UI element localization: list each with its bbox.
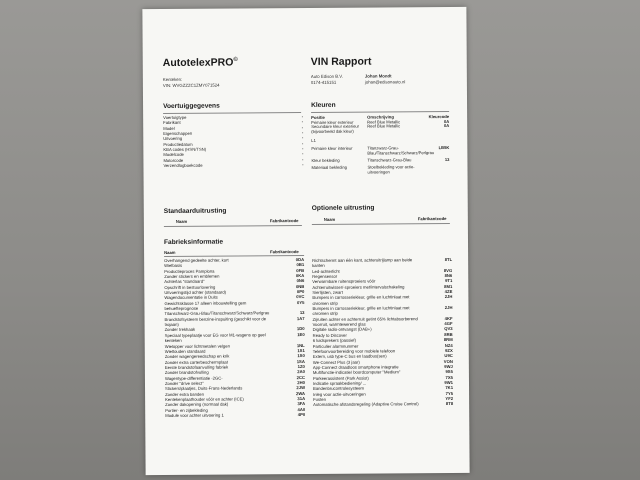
table-row: Portier- en zijbekleding 4A0 — [165, 406, 306, 413]
table-row: App-Connect draadloos smartphone integratie 9WJ — [312, 363, 453, 370]
table-row: Richtschermt aan één kant, achteruitrijlamp aan beide kanten 8TL — [312, 256, 453, 269]
table-row: Stickers/plaatjes, Duits-Frans-Nederlands 2JW — [165, 385, 306, 392]
autotelexpro-logo: AutotelexPRO© — [162, 56, 238, 69]
table-row: Wielbasis 0B1 — [164, 262, 305, 269]
table-row: Sierlijsten, zwart 4ZE — [312, 289, 453, 296]
contact-name: Johan Mondt — [364, 73, 392, 79]
table-row: Module voor achter uitvoering 1 4P0 — [165, 411, 306, 418]
list-item: Fabrikant - — [163, 119, 304, 126]
column-header-naam: Naam — [164, 249, 176, 255]
table-row: Bumpers in carrosseriekleur, grille en luchtinlaat met chromen strip 2JH — [312, 305, 453, 317]
table-row: Opschrift in bestuurlovering 0NB — [164, 283, 305, 290]
table-row: We-Connect Plus (3 jaar) VON — [312, 358, 453, 365]
table-row: Indicatie spraakbediening/ ... 9W1 — [312, 379, 454, 386]
divider — [312, 223, 450, 225]
table-row: Ready to Discover 8RB — [312, 331, 453, 338]
table-row: Kentekenplaathouder vóór en achter (ICE) 31A — [165, 395, 306, 402]
table-row: Productieproces Pamplona 0FB — [164, 267, 305, 274]
divider — [164, 225, 302, 227]
optionele-uitrusting-title: Optionele uitrusting — [311, 204, 375, 212]
table-row: Brandstofsysteem benzine-inspuiting (geschikt voor de trojaan) 1A7 — [164, 315, 305, 328]
table-row: Regensensor 8N6 — [312, 273, 453, 279]
table-row: Particulier alarmnummer NZ4 — [312, 342, 453, 349]
table-row: Wagentype-differentiatie -2GC- 2CC — [164, 374, 305, 381]
table-row: Telefoonvoorbereiding voor mobiele telefoon 9ZX — [312, 347, 453, 354]
page-title: VIN Rapport — [310, 55, 372, 68]
table-row: Verwarmbare ruitensproeiers vóór 9T1 — [312, 278, 453, 285]
table-row: Zonder dakopening (normaal dak) 3FA — [165, 401, 306, 408]
table-row: 6 luidsprekers (passief) 8RM — [312, 337, 453, 344]
table-row: Zonder stickers en emblemen 0KA — [164, 273, 305, 280]
list-item: Productiedatum - — [163, 140, 304, 147]
table-row: Bumpers in carrosseriekleur, grille en luchtinlaat met chromen strip 2JH — [312, 294, 453, 306]
voertuiggegevens-list — [163, 114, 303, 168]
standaarduitrusting-title: Standaarduitrusting — [163, 207, 227, 215]
column-header-naam: Naam — [323, 216, 336, 222]
table-row: Achterruitwisser/-sproeiers met/intervalschakeling 8M1 — [312, 283, 453, 290]
table-row: Fusten YF2 — [313, 395, 454, 402]
table-row: Zijruiten achter en achterruit getint 65% lichtabsorberend 4KF — [312, 315, 453, 322]
list-item: Motorcode - — [163, 156, 304, 163]
table-row: Zonder trekhaak 1D0 — [164, 326, 305, 333]
kleuren-table — [311, 114, 451, 175]
kleuren-title: Kleuren — [311, 101, 336, 109]
table-row: Voorruit, warmtewerend glas 4GF — [312, 321, 453, 328]
list-item: Eigenschappen - — [163, 130, 304, 137]
table-row: Multifunctie-indicatie/ boordcomputer "Medium" 9S5 — [312, 369, 453, 376]
vin-report-page — [142, 7, 469, 475]
table-row: Automatische afstandsregeling (Adaptive Cruise Control) 8T8 — [313, 401, 454, 408]
table-row: Extern, usb type-C bus en laadbus(sen) U9C — [312, 353, 453, 360]
contact-email: johan@edisonauto.nl — [364, 79, 406, 85]
table-row: Secundaire kleur exterieur (bijvoorbeeld dak kleur) Reef Blue Metallic 0A — [311, 123, 450, 135]
column-header-naam: Naam — [175, 218, 188, 224]
divider — [311, 111, 449, 113]
table-row: Led-achterlicht 8VG — [312, 267, 453, 274]
table-row: L1 — [311, 137, 316, 143]
column-header-fabrikantcode: Fabrikantcode — [417, 216, 447, 222]
list-item: KBA codes (HSN/TSN) - — [163, 146, 304, 153]
table-row: Materiaal bekleding Stoelbekleding voor actie-uitvoeringen — [311, 164, 415, 175]
table-row: Gewichtsklasse 17 alleen inbouwtelling gem behuefteprognose 0Y5 — [164, 299, 305, 312]
table-row: Parkeerassistent (Park Assist) 7X5 — [312, 374, 453, 381]
list-item: Modelcode - — [163, 151, 304, 158]
list-item: Verzendlogboekcode - — [163, 162, 304, 169]
dealer-phone: 0174-415151 — [310, 79, 337, 85]
table-row: Eerste brandstofaanvulling fabriek 1Z0 — [164, 363, 305, 370]
table-row: Digitale radio-ontvangst (DAB+) QV3 — [312, 326, 453, 333]
table-row: Achterlas "standaard" 0N6 — [164, 278, 305, 285]
list-item: Voertuigtype - — [163, 114, 304, 120]
table-row: Zonder wagengereedschap en krik 1S0 — [164, 353, 305, 360]
list-item: Uitvoering - — [163, 135, 304, 142]
fabrieksinformatie-title: Fabrieksinformatie — [163, 238, 224, 246]
table-row: Bandenbrucontrolesysteem 7K1 — [313, 385, 454, 392]
kenteken-label: Kenteken: — [162, 76, 183, 82]
table-row: Kleur bekleding Titanschwarz-Grau-Blau 13 — [311, 157, 450, 164]
table-row: Uitvoeringstijd achter (standaard) 0P0 — [164, 289, 305, 296]
vin-number: VIN: WVGZZZC1ZMY071524 — [162, 82, 220, 88]
column-header-fabrikantcode: Fabrikantcode — [270, 249, 299, 255]
table-row: Zonder extra carterbeschermplaat 1SA — [164, 358, 305, 365]
table-row: Wielopper voor lichtmetalen velgen 1NL — [164, 342, 305, 349]
table-row: Wieltouden standaard 1S1 — [164, 347, 305, 354]
table-row: Zonder extra banden 2WA — [165, 390, 306, 397]
table-header: Positie Omschrijving Kleurcode — [311, 113, 450, 120]
table-row: Zonder "drive select" 2H0 — [164, 379, 306, 386]
dealer-name: Auto Edison B.V. — [310, 73, 343, 79]
table-row: Wagendocumentatie in Duits 0VC — [164, 294, 305, 301]
table-row: Zonder brandstofvulling 2A0 — [164, 369, 305, 376]
voertuiggegevens-title: Voertuiggegevens — [163, 102, 220, 110]
fabrieksinformatie-list-left — [164, 257, 305, 418]
list-item: Model - — [163, 124, 304, 131]
fabrieksinformatie-list-right — [312, 257, 453, 408]
table-row: Primaire kleur interieur Titanzwarz-Grau-Blau/Titanschwarz/Schwarz/Perlgrau LB5K — [311, 144, 450, 156]
table-row: Primaire kleur exterieur Reef Blue Metallic 0A — [311, 119, 450, 126]
table-row: Inleg voor actie-uitvoeringen 7Y5 — [313, 390, 454, 397]
table-row: Titanschwarz-Grau-Blau/Titanschwarz/Schwarz/Perlgrau 13 — [164, 310, 305, 317]
table-row: Overhangend gedeelte achter, kort 0DA — [164, 257, 305, 263]
table-row: Speciaal typeplaatje voor EG voor M1-wagens op geel kenteken 1E0 — [164, 331, 305, 344]
column-header-fabrikantcode: Fabrikantcode — [269, 218, 299, 224]
